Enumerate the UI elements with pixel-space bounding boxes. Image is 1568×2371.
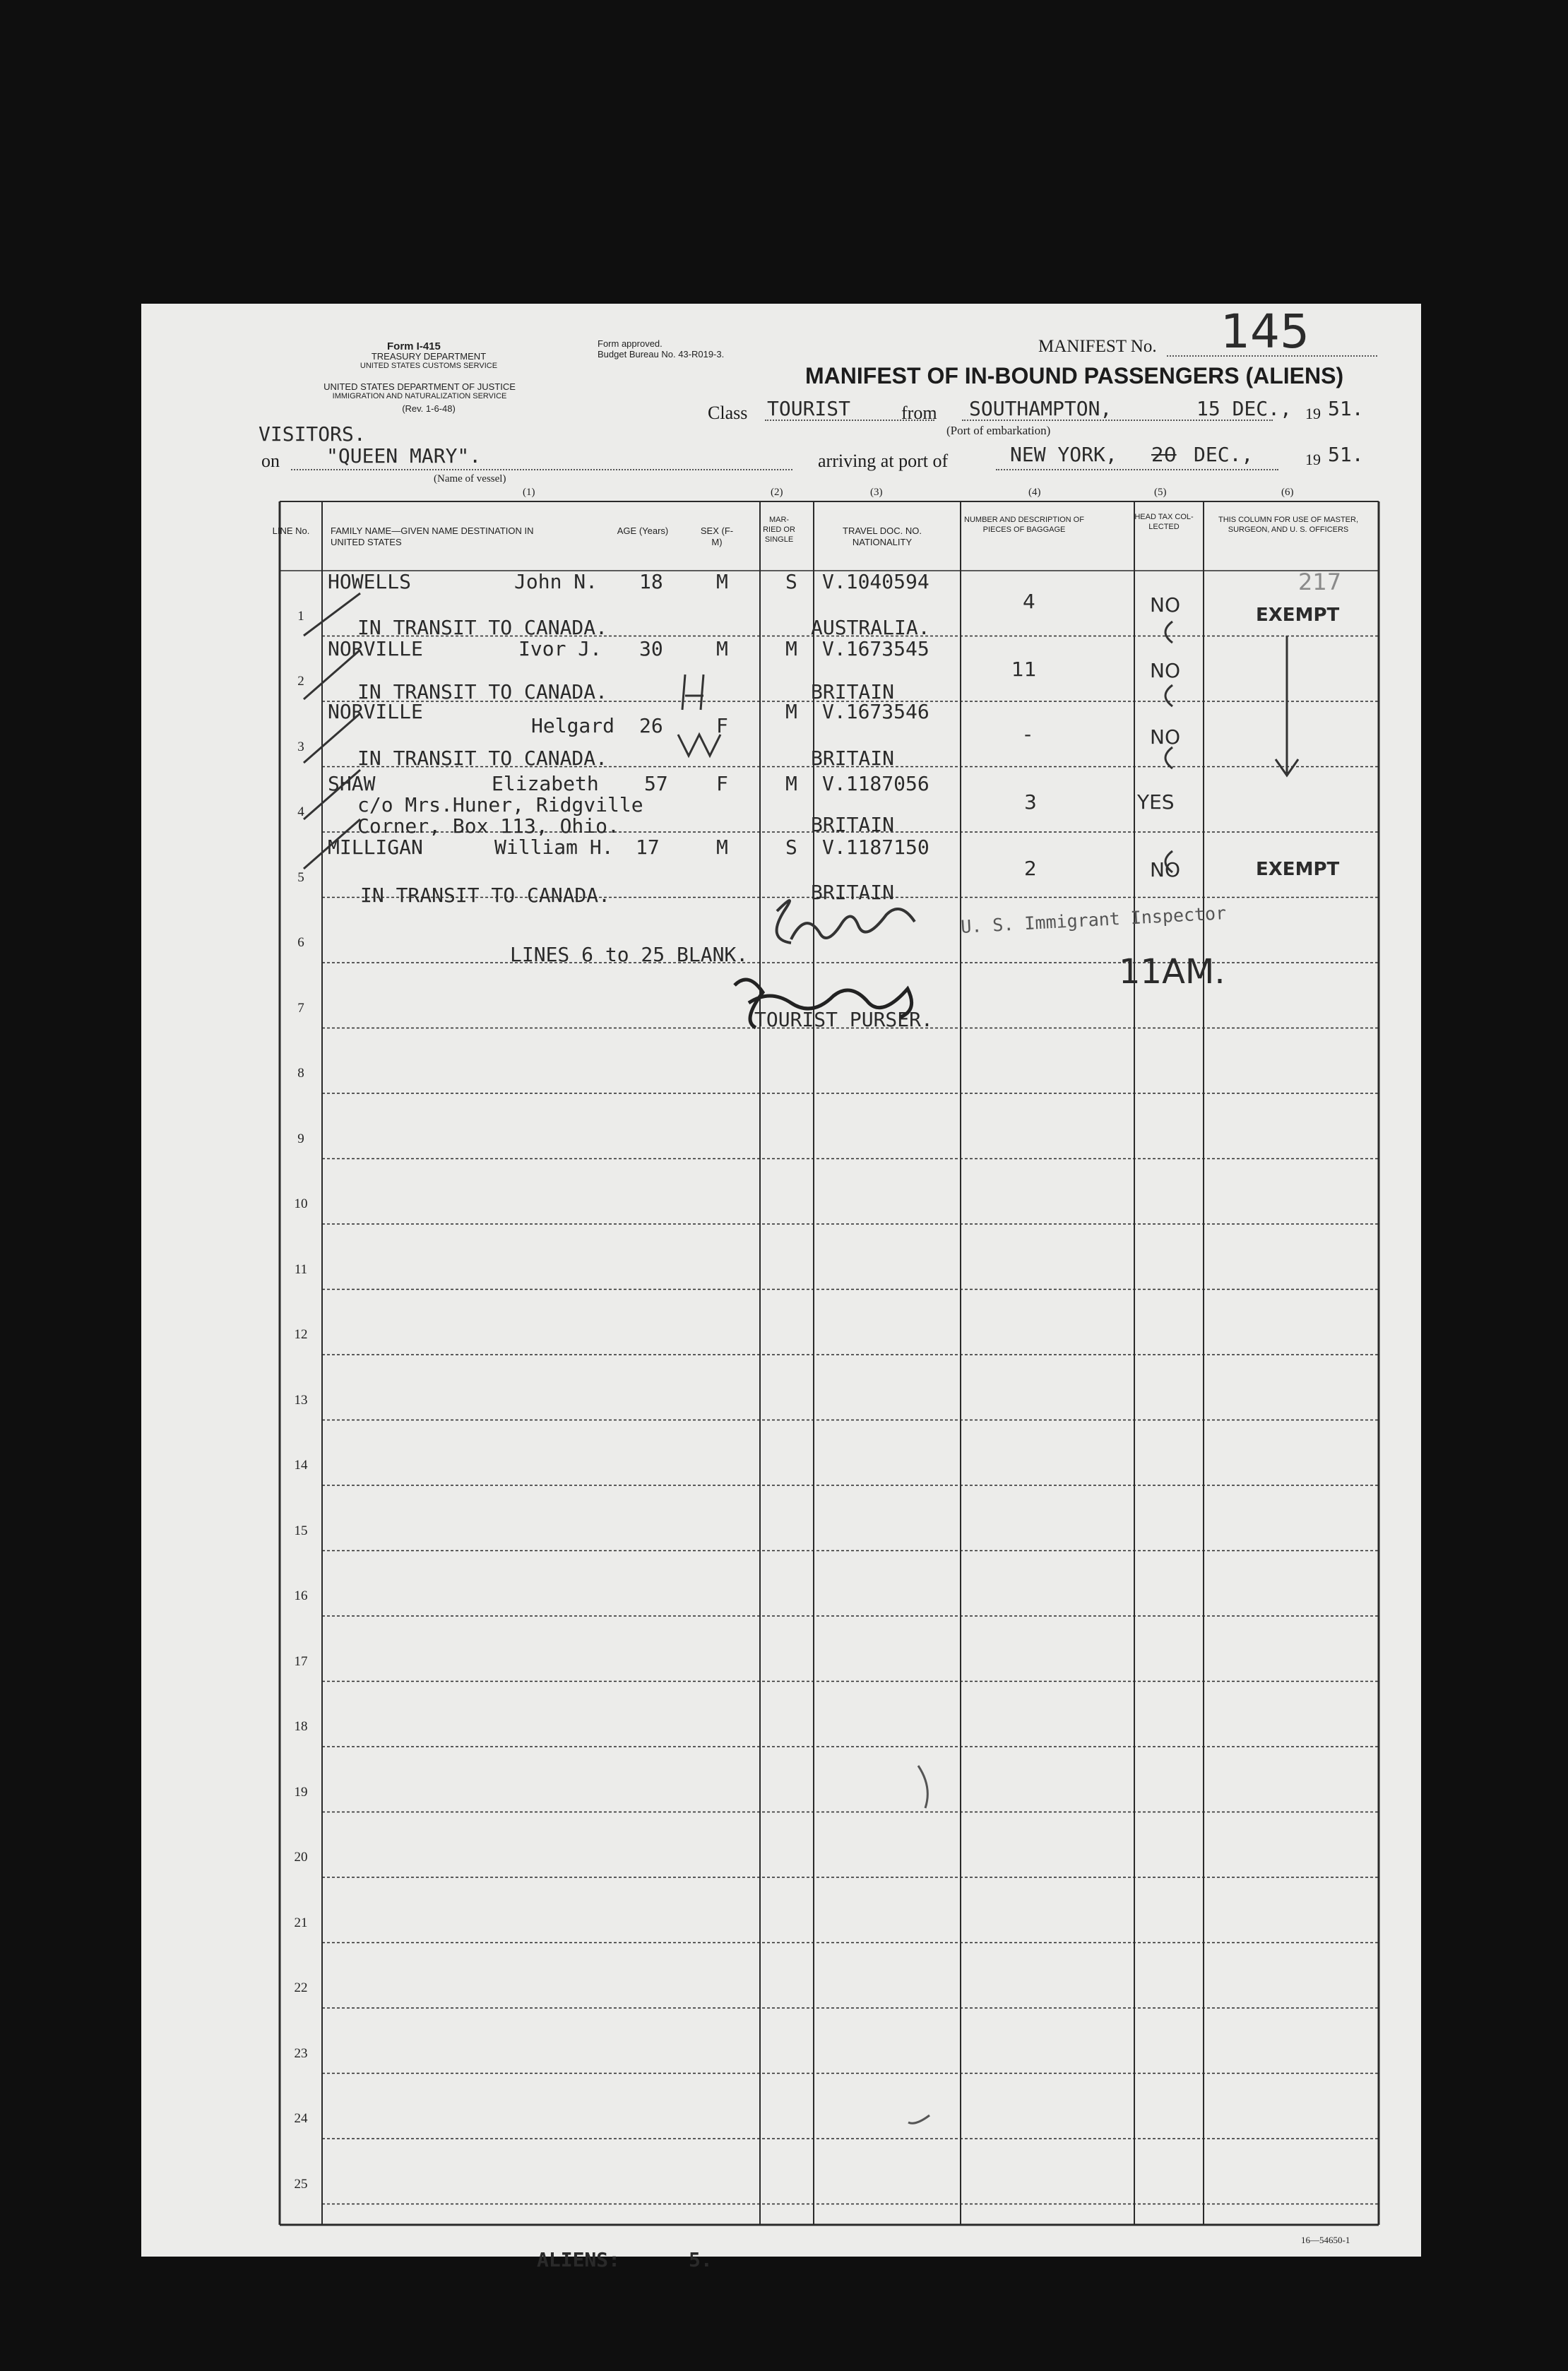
inspector-signature: [777, 901, 915, 943]
aliens-count: 5.: [689, 2248, 713, 2271]
pax-2-doc: V.1673545: [822, 637, 929, 660]
pax-5-doc: V.1187150: [822, 836, 929, 859]
pax-2-dest: IN TRANSIT TO CANADA.: [357, 680, 608, 703]
pax-5-sex: M: [716, 836, 728, 859]
line-number-23: 23: [294, 2045, 308, 2061]
initial-marks: [678, 675, 720, 756]
budget-bureau: Budget Bureau No. 43-R019-3.: [598, 349, 725, 359]
depart-year-prefix: 19: [1305, 405, 1321, 422]
pax-5-age: 17: [636, 836, 660, 859]
hdr-baggage: NUMBER AND DESCRIPTION OF PIECES OF BAGGAGE: [964, 516, 1084, 534]
form-number: Form I-415: [387, 340, 441, 352]
manifest-title: MANIFEST OF IN-BOUND PASSENGERS (ALIENS): [805, 363, 1344, 388]
pax-5-marital: S: [785, 836, 797, 859]
line-number-1: 1: [297, 608, 304, 624]
dept-customs: UNITED STATES CUSTOMS SERVICE: [360, 362, 498, 370]
arrival-date: DEC.,: [1194, 443, 1254, 466]
pax-5-tax: NO: [1150, 858, 1180, 881]
hdr-sex: SEX (F-M): [700, 525, 734, 548]
col-num-6: (6): [1281, 487, 1294, 498]
line-number-21: 21: [294, 1915, 308, 1930]
inspector-stamp: U. S. Immigrant Inspector: [960, 903, 1227, 937]
hdr-travel-doc: TRAVEL DOC. NO. NATIONALITY: [843, 525, 922, 548]
visitors-note: VISITORS.: [259, 422, 366, 446]
line-number-11: 11: [294, 1261, 308, 1277]
pax-4-doc: V.1187056: [822, 772, 929, 795]
pax-4-baggage: 3: [1024, 790, 1037, 814]
arrow-mark: [1276, 636, 1298, 776]
blank-lines-note: LINES 6 to 25 BLANK.: [510, 943, 749, 966]
col-num-4: (4): [1028, 487, 1041, 498]
pax-1-given: John N.: [514, 570, 598, 593]
pax-3-baggage: -: [1024, 723, 1032, 746]
vessel-name: "QUEEN MARY".: [326, 444, 482, 468]
line-number-3: 3: [297, 739, 304, 754]
pax-2-baggage: 11: [1011, 658, 1037, 681]
manifest-no-label: MANIFEST No.: [1038, 337, 1157, 356]
line-number-18: 18: [294, 1719, 308, 1734]
pax-5-given: William H.: [494, 836, 614, 859]
pax-2-marital: M: [785, 637, 797, 660]
hdr-line-no: LINE No.: [272, 525, 310, 536]
line-number-6: 6: [297, 935, 304, 950]
col-num-2: (2): [771, 487, 783, 498]
line-number-5: 5: [297, 869, 304, 885]
line-number-12: 12: [294, 1327, 308, 1342]
line-number-22: 22: [294, 1980, 308, 1995]
pax-1-age: 18: [639, 570, 663, 593]
check-marks: [304, 593, 360, 869]
pax-3-sex: F: [716, 714, 728, 737]
aliens-label: ALIENS:: [537, 2248, 621, 2271]
pax-1-nationality: AUSTRALIA.: [811, 616, 930, 639]
pax-4-marital: M: [785, 772, 797, 795]
hdr-married: MAR-RIED OR SINGLE: [763, 516, 795, 544]
pax-5-nationality: BRITAIN: [811, 881, 895, 904]
embark-port: SOUTHAMPTON,: [969, 397, 1112, 420]
line-number-10: 10: [294, 1196, 308, 1211]
pax-2-age: 30: [639, 637, 663, 660]
manifest-no-handwritten: 145: [1220, 304, 1309, 359]
pax-1-baggage: 4: [1023, 590, 1035, 613]
line-number-13: 13: [294, 1392, 308, 1408]
line-number-2: 2: [297, 674, 304, 689]
stray-mark: [908, 1766, 929, 2123]
pax-1-doc: V.1040594: [822, 570, 929, 593]
dept-treasury: TREASURY DEPARTMENT: [371, 351, 487, 362]
pax-3-nationality: BRITAIN: [811, 747, 895, 770]
time-note: 11AM.: [1119, 952, 1225, 992]
pax-3-age: 26: [639, 714, 663, 737]
vessel-note: (Name of vessel): [434, 473, 506, 485]
form-approved: Form approved.: [598, 338, 663, 349]
pax-3-doc: V.1673546: [822, 700, 929, 723]
pax-4-tax: YES: [1137, 790, 1175, 814]
hdr-age: AGE (Years): [617, 525, 669, 536]
pax-5-family: MILLIGAN: [328, 836, 423, 859]
pax-2-nationality: BRITAIN: [811, 680, 895, 703]
col-num-1: (1): [523, 487, 535, 498]
pax-4-dest: c/o Mrs.Huner, Ridgville: [357, 793, 643, 816]
arrival-year: 51.: [1328, 443, 1364, 466]
pax-3-marital: M: [785, 700, 797, 723]
pax-1-family: HOWELLS: [328, 570, 412, 593]
line-number-15: 15: [294, 1523, 308, 1538]
pax-3-tax: NO: [1150, 725, 1180, 749]
arrival-port: NEW YORK,: [1010, 443, 1117, 466]
col-num-3: (3): [870, 487, 883, 498]
pax-4-age: 57: [644, 772, 668, 795]
col-num-5: (5): [1154, 487, 1167, 498]
pax-2-tax: NO: [1150, 659, 1180, 682]
stamp-number: 217: [1298, 569, 1342, 595]
from-label: from: [901, 403, 937, 423]
class-label: Class: [708, 403, 748, 423]
pax-5-baggage: 2: [1024, 857, 1037, 880]
footer-code: 16—54650-1: [1301, 2235, 1350, 2245]
hdr-head-tax: HEAD TAX COL-LECTED: [1134, 513, 1194, 531]
purser-signature: [735, 980, 912, 1028]
pax-5-note: EXEMPT: [1256, 859, 1340, 880]
form-revision: (Rev. 1-6-48): [402, 403, 456, 414]
line-number-8: 8: [297, 1066, 304, 1081]
line-number-19: 19: [294, 1784, 308, 1800]
pax-1-sex: M: [716, 570, 728, 593]
pax-4-dest-2: Corner, Box 113, Ohio.: [357, 814, 619, 838]
pax-4-nationality: BRITAIN: [811, 813, 895, 836]
pax-1-marital: S: [785, 570, 797, 593]
dept-justice: UNITED STATES DEPARTMENT OF JUSTICE: [323, 381, 516, 392]
depart-date: 15 DEC.,: [1196, 397, 1292, 420]
line-number-14: 14: [294, 1458, 308, 1473]
dept-immigration: IMMIGRATION AND NATURALIZATION SERVICE: [332, 392, 507, 400]
line-number-9: 9: [297, 1131, 304, 1146]
pax-3-family: NORVILLE: [328, 700, 423, 723]
pax-4-family: SHAW: [328, 772, 376, 795]
purser-note: TOURIST PURSER.: [754, 1008, 933, 1031]
pax-1-tax: NO: [1150, 593, 1180, 617]
line-number-20: 20: [294, 1850, 308, 1865]
hdr-name: FAMILY NAME—GIVEN NAME DESTINATION IN UNITED STATES: [331, 525, 534, 548]
class-value: TOURIST: [767, 397, 851, 420]
pax-2-given: Ivor J.: [518, 637, 602, 660]
arrival-day-crossed: 20: [1151, 443, 1177, 466]
line-number-4: 4: [297, 804, 304, 819]
on-label: on: [261, 451, 280, 471]
arrival-year-prefix: 19: [1305, 451, 1321, 468]
line-number-16: 16: [294, 1588, 308, 1603]
c-marks: [1165, 622, 1172, 872]
pax-2-sex: M: [716, 637, 728, 660]
embark-note: (Port of embarkation): [946, 424, 1051, 437]
pax-4-given: Elizabeth: [492, 772, 599, 795]
pax-1-note: EXEMPT: [1256, 605, 1340, 626]
arriving-label: arriving at port of: [818, 451, 949, 471]
pax-4-sex: F: [716, 772, 728, 795]
pax-3-given: Helgard: [531, 714, 615, 737]
depart-year: 51.: [1328, 397, 1364, 420]
pax-5-dest: IN TRANSIT TO CANADA.: [360, 884, 611, 907]
pax-3-dest: IN TRANSIT TO CANADA.: [357, 747, 608, 770]
line-number-17: 17: [294, 1653, 308, 1669]
pax-2-family: NORVILLE: [328, 637, 423, 660]
pax-1-dest: IN TRANSIT TO CANADA.: [357, 616, 608, 639]
line-number-7: 7: [297, 1000, 304, 1016]
line-number-24: 24: [294, 2111, 308, 2126]
line-number-25: 25: [294, 2176, 308, 2192]
hdr-officers: THIS COLUMN FOR USE OF MASTER, SURGEON, AND U. S. OFFICERS: [1218, 516, 1358, 534]
